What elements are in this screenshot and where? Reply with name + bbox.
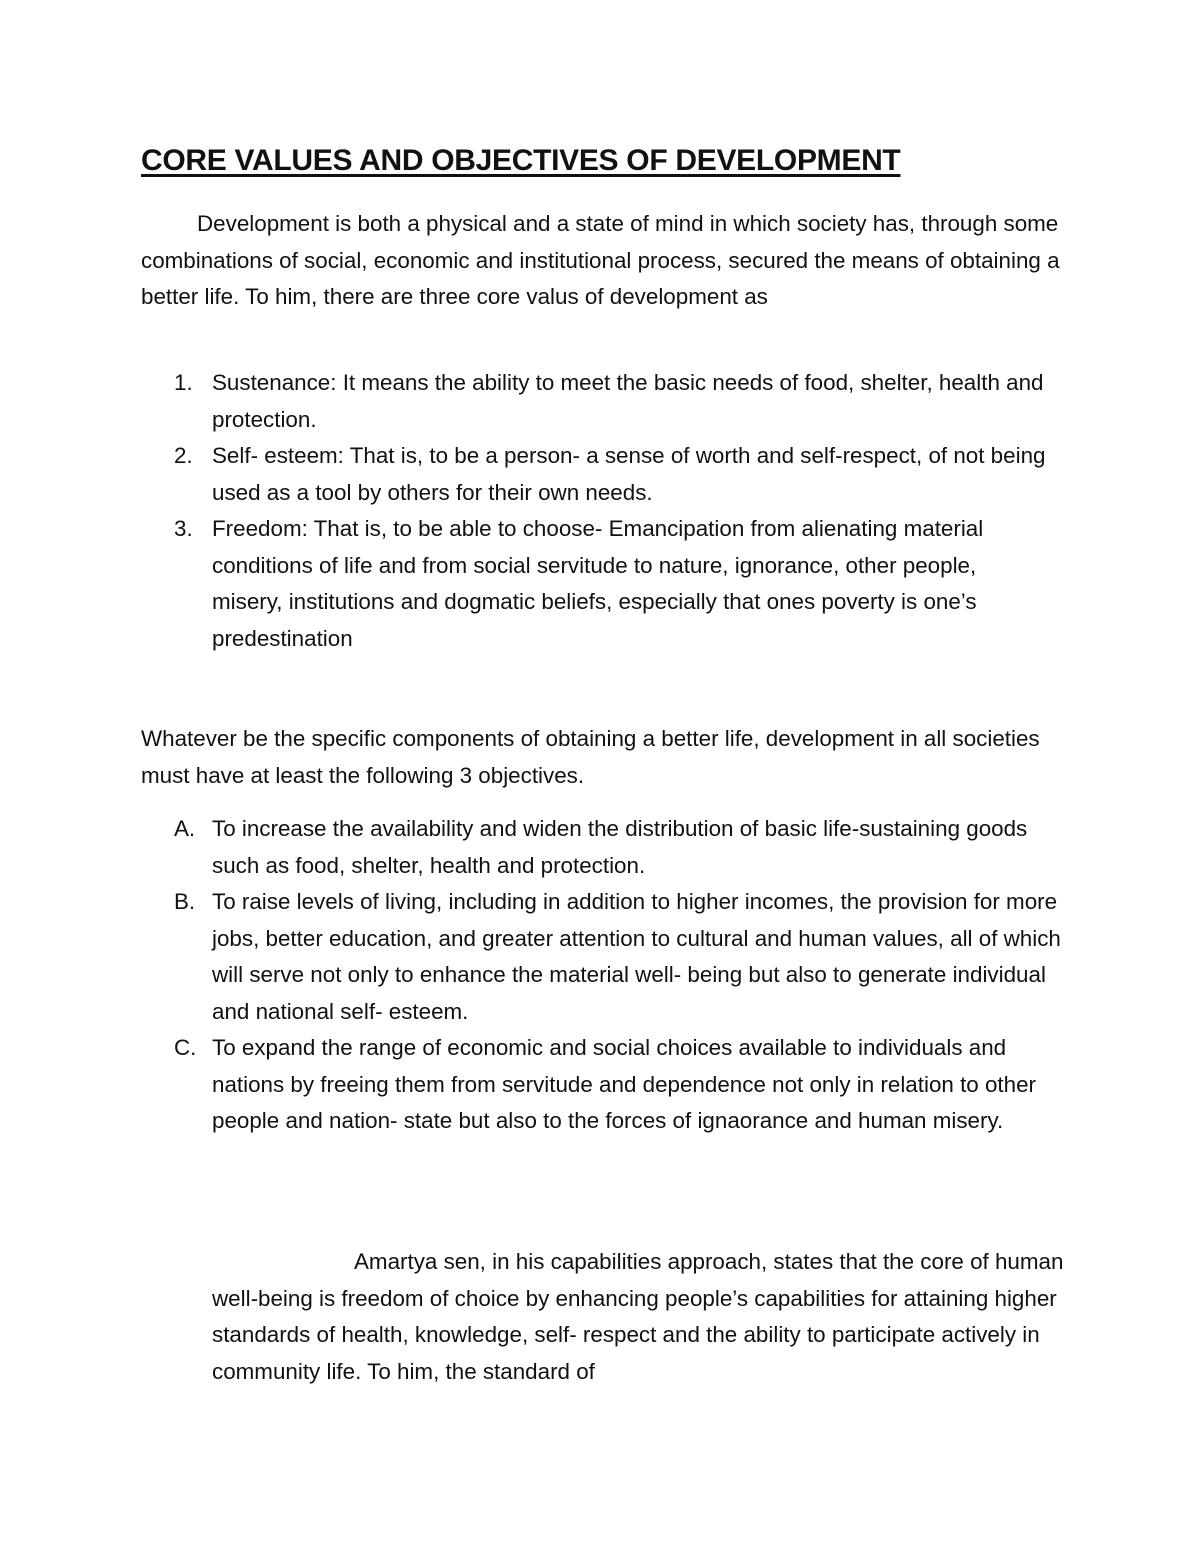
list-marker: 3. — [174, 516, 193, 541]
list-item-core-value-2 — [141, 438, 1051, 511]
list-marker: B. — [174, 889, 196, 914]
list-item-text: Freedom: That is, to be able to choose- Emancipation from alienating material conditions of life and from social servitude to nature, ignorance, other people, misery, institutions and dogmatic beliefs, especially that ones poverty is one’s predestination — [212, 516, 984, 651]
list-marker: 1. — [174, 370, 193, 395]
objectives-list — [141, 811, 1071, 1140]
list-item-objective-c — [141, 1030, 1071, 1140]
intro-paragraph: Development is both a physical and a state of mind in which society has, through some combinations of social, economic and institutional process, secured the means of obtaining a better life. To him, there are three core valus of development as — [141, 211, 1060, 309]
list-item-text: To expand the range of economic and social choices available to individuals and nations by freeing them from servitude and dependence not only in relation to other people and nation- state but also to the forces of ignaorance and human misery. — [212, 1035, 1036, 1133]
list-item-objective-a — [141, 811, 1071, 884]
core-values-list — [141, 365, 1051, 657]
document-title: CORE VALUES AND OBJECTIVES OF DEVELOPMENT — [141, 144, 901, 177]
list-item-text: Self- esteem: That is, to be a person- a sense of worth and self-respect, of not being used as a tool by others for their own needs. — [212, 443, 1046, 505]
list-marker: C. — [174, 1035, 197, 1060]
objectives-intro-paragraph: Whatever be the specific components of obtaining a better life, development in all societies must have at least the following 3 objectives. — [141, 726, 1040, 788]
amartya-sen-paragraph: Amartya sen, in his capabilities approach, states that the core of human well-being is freedom of choice by enhancing people’s capabilities for attaining higher standards of health, knowledge, self- respect and the ability to participate actively in community life. To him, the standard of — [212, 1249, 1064, 1384]
list-item-core-value-3 — [141, 511, 1051, 657]
list-marker: 2. — [174, 443, 193, 468]
list-item-text: To increase the availability and widen the distribution of basic life-sustaining goods such as food, shelter, health and protection. — [212, 816, 1028, 878]
list-marker: A. — [174, 816, 196, 841]
list-item-core-value-1 — [141, 365, 1051, 438]
list-item-text: Sustenance: It means the ability to meet the basic needs of food, shelter, health and protection. — [212, 370, 1044, 432]
list-item-text: To raise levels of living, including in addition to higher incomes, the provision for more jobs, better education, and greater attention to cultural and human values, all of which will serve not only to enhance the material well- being but also to generate individual and national self- esteem. — [212, 889, 1061, 1024]
list-item-objective-b — [141, 884, 1071, 1030]
